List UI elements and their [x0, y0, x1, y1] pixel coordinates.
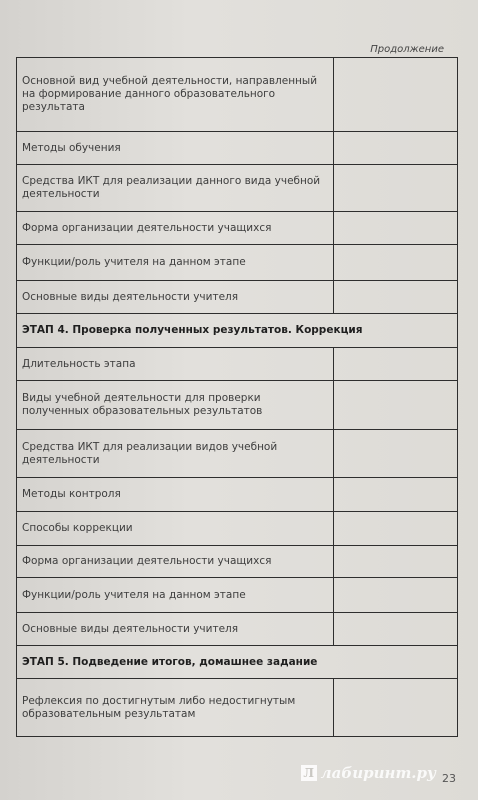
stage-title: ЭТАП 4. Проверка полученных результатов. Коррекция [17, 314, 458, 348]
table-row [17, 512, 458, 546]
table-row [17, 679, 458, 737]
table-row [17, 212, 458, 245]
blank-cell [334, 381, 458, 430]
row-label: Функции/роль учителя на данном этапе [17, 245, 334, 281]
blank-cell [334, 512, 458, 546]
blank-cell [334, 165, 458, 212]
row-label: Форма организации деятельности учащихся [17, 212, 334, 245]
blank-cell [334, 613, 458, 646]
blank-cell [334, 245, 458, 281]
blank-cell [334, 212, 458, 245]
row-label: Рефлексия по достигнутым либо недостигнутым образовательным результатам [17, 679, 334, 737]
watermark-text: лабиринт.ру [320, 764, 436, 782]
row-label: Длительность этапа [17, 348, 334, 381]
row-label: Основной вид учебной деятельности, направленный на формирование данного образовательного результата [17, 58, 334, 132]
labirint-logo-icon: Л [301, 765, 317, 781]
row-label: Основные виды деятельности учителя [17, 613, 334, 646]
stage-header-row [17, 314, 458, 348]
table-row [17, 546, 458, 578]
blank-cell [334, 58, 458, 132]
row-label: Основные виды деятельности учителя [17, 281, 334, 314]
blank-cell [334, 546, 458, 578]
table-body [17, 58, 458, 737]
table-row [17, 430, 458, 478]
stage-title: ЭТАП 5. Подведение итогов, домашнее задание [17, 646, 458, 679]
page-number: 23 [442, 772, 456, 785]
blank-cell [334, 348, 458, 381]
table-row [17, 478, 458, 512]
continuation-label: Продолжение [370, 44, 444, 55]
row-label: Методы обучения [17, 132, 334, 165]
row-label: Форма организации деятельности учащихся [17, 546, 334, 578]
table-row [17, 381, 458, 430]
blank-cell [334, 679, 458, 737]
table-row [17, 578, 458, 613]
table-row [17, 245, 458, 281]
table-row [17, 281, 458, 314]
table-row [17, 58, 458, 132]
watermark [301, 764, 436, 782]
row-label: Способы коррекции [17, 512, 334, 546]
table-row [17, 613, 458, 646]
blank-cell [334, 478, 458, 512]
row-label: Методы контроля [17, 478, 334, 512]
stage-header-row [17, 646, 458, 679]
blank-cell [334, 281, 458, 314]
row-label: Виды учебной деятельности для проверки полученных образовательных результатов [17, 381, 334, 430]
row-label: Функции/роль учителя на данном этапе [17, 578, 334, 613]
row-label: Средства ИКТ для реализации видов учебной деятельности [17, 430, 334, 478]
blank-cell [334, 132, 458, 165]
blank-cell [334, 578, 458, 613]
table-row [17, 165, 458, 212]
lesson-plan-table [16, 57, 458, 737]
blank-cell [334, 430, 458, 478]
table-row [17, 348, 458, 381]
row-label: Средства ИКТ для реализации данного вида учебной деятельности [17, 165, 334, 212]
table-row [17, 132, 458, 165]
